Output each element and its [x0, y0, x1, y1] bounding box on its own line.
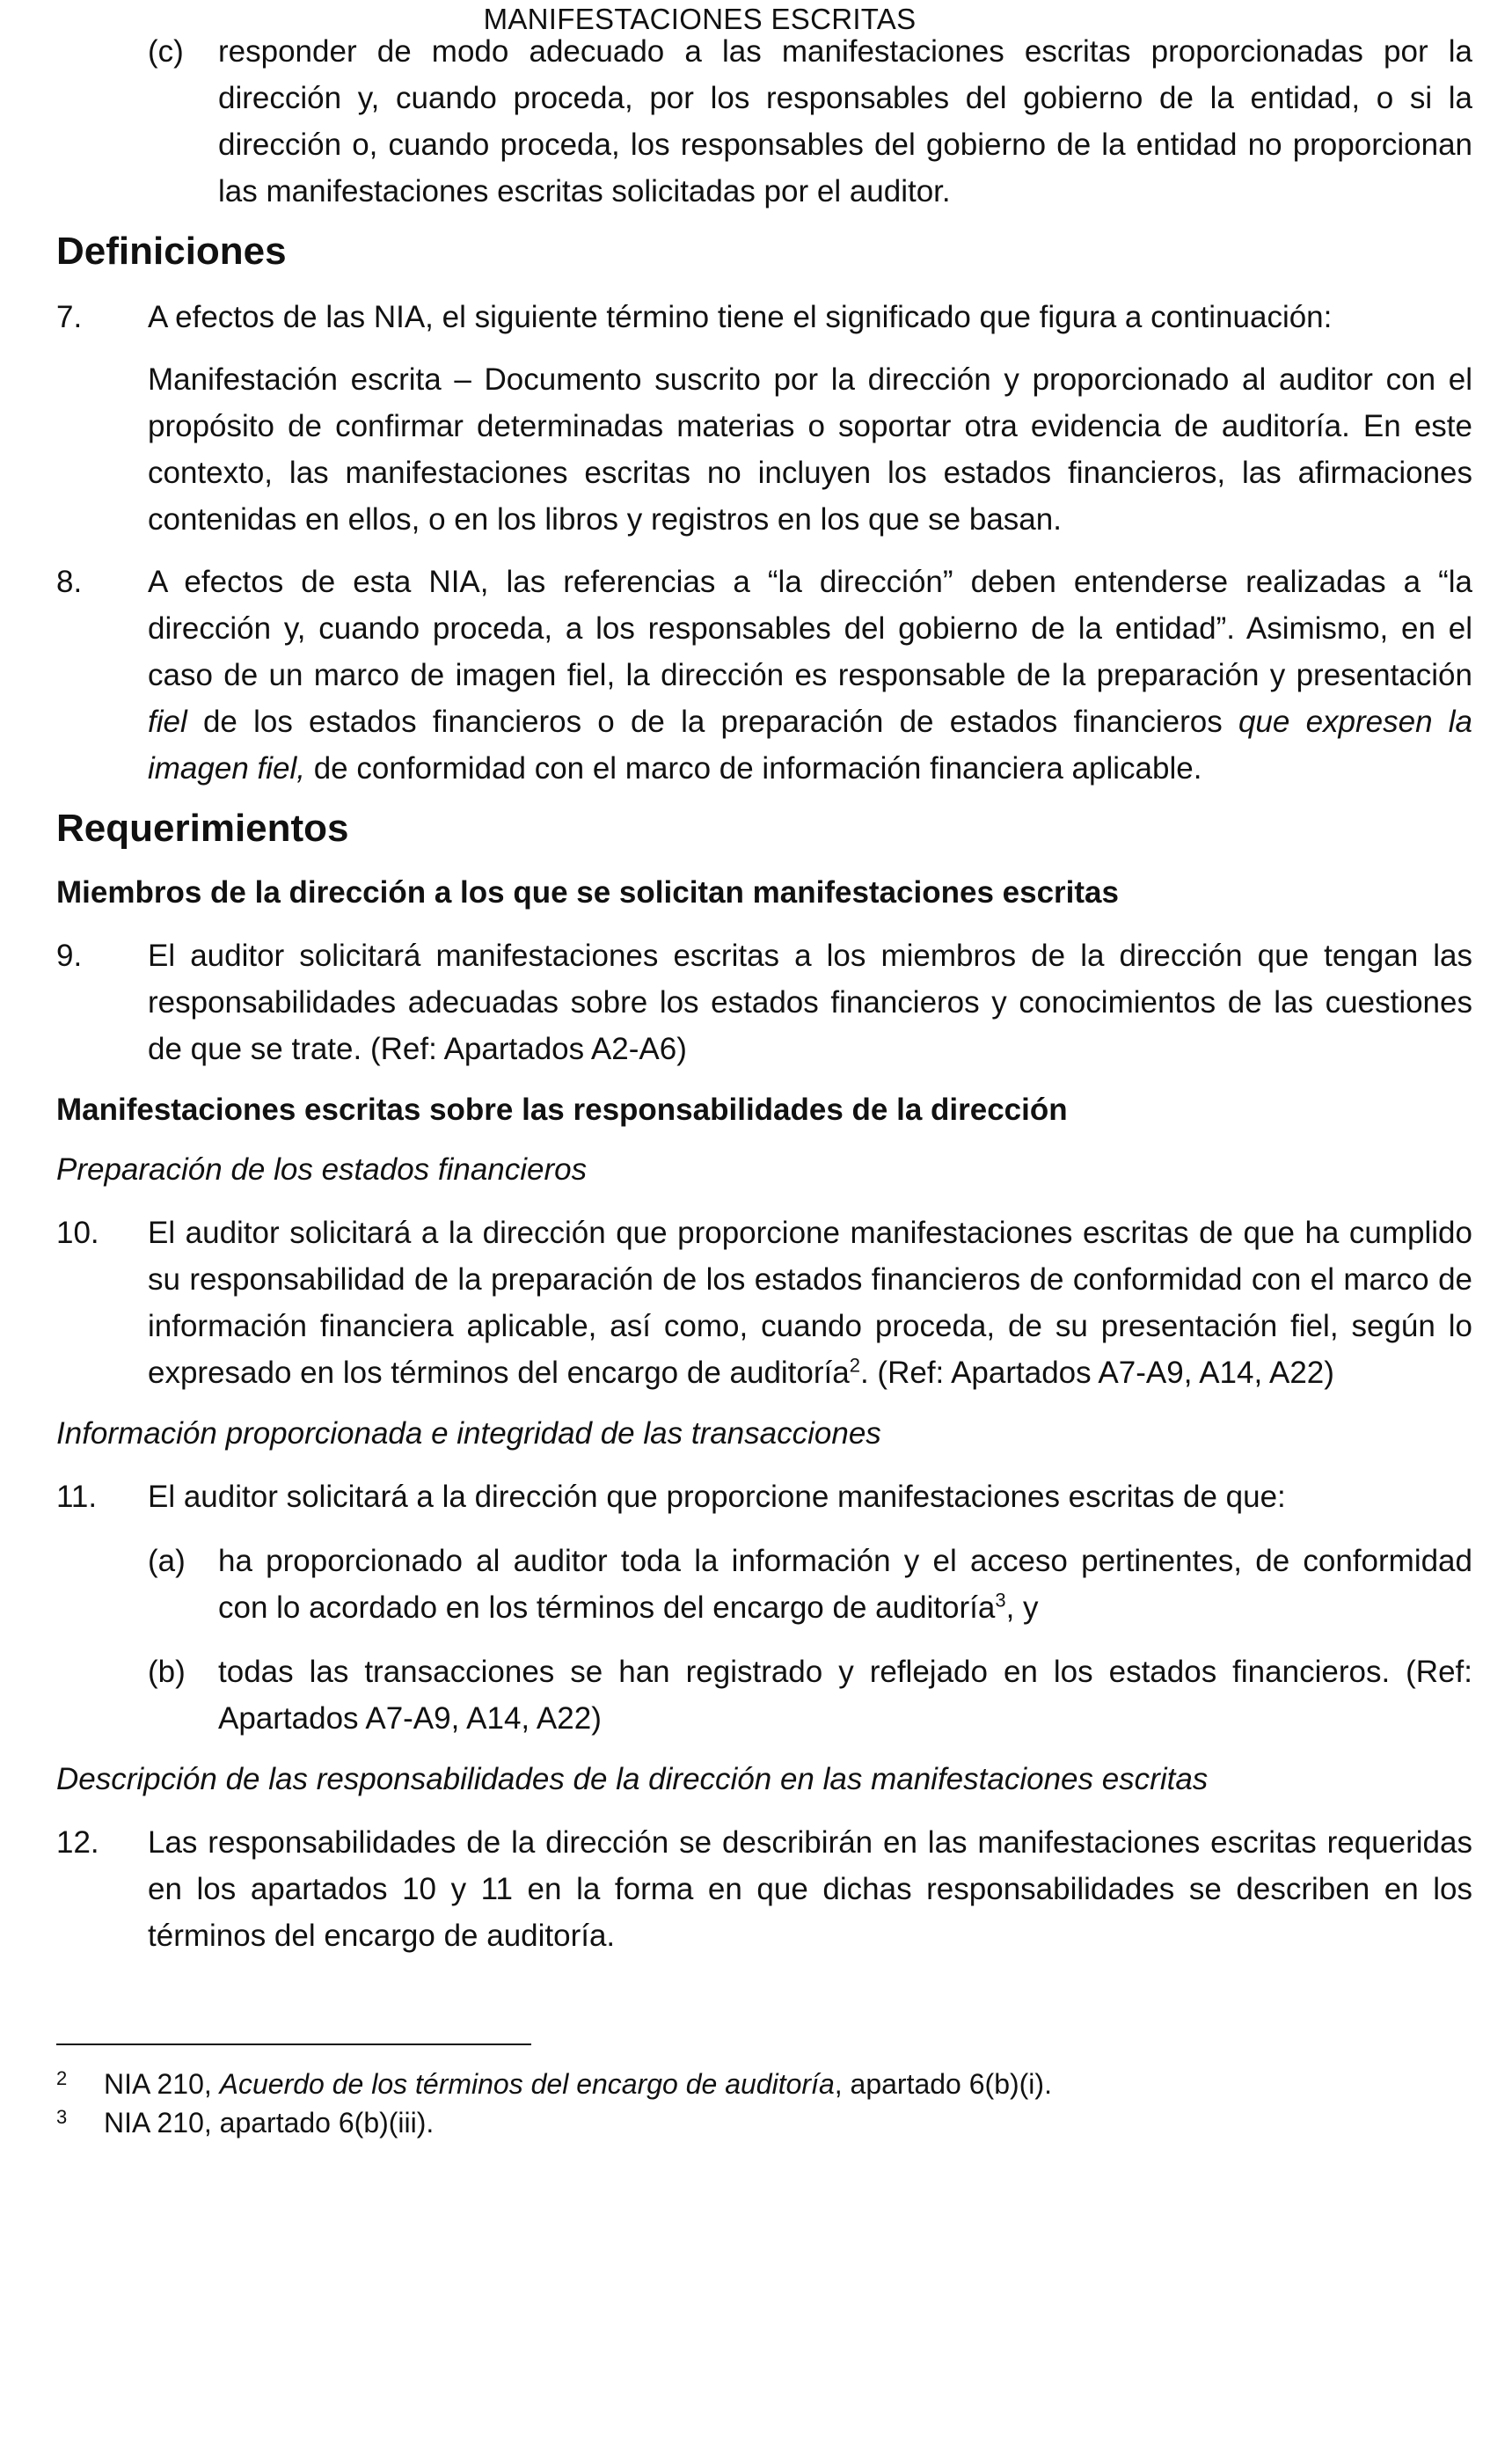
list-item-b — [56, 1649, 1472, 1742]
footnote-ref[interactable]: 2 — [849, 1354, 860, 1377]
list-item-text: responder de modo adecuado a las manifestaciones escritas proporcionadas por la dirección y, cuando proceda, por los responsables del gobierno de la entidad, o si la dirección o, cuando proceda, los responsables del gobierno de la entidad no proporcionan las manifestaciones escritas solicitadas por el auditor. — [218, 34, 1472, 208]
paragraph-text: El auditor solicitará a la dirección que proporcione manifestaciones escritas de que: — [148, 1480, 1286, 1514]
paragraph-8 — [56, 559, 1472, 792]
section-heading-requerimientos: Requerimientos — [56, 807, 349, 850]
italic-term: que expresen la imagen fiel, — [148, 705, 1472, 786]
paragraph-11 — [56, 1473, 1472, 1520]
page-body — [56, 0, 1472, 2142]
list-item-text: ha proporcionado al auditor toda la información y el acceso pertinentes, de conformidad con lo acordado en los términos del encargo de auditoría$^3$, y — [218, 1544, 1472, 1625]
list-label: (a) — [148, 1544, 186, 1578]
subheading-miembros: Miembros de la dirección a los que se solicitan manifestaciones escritas — [56, 875, 1119, 910]
subheading-preparacion: Preparación de los estados financieros — [56, 1152, 588, 1187]
section-heading-definiciones: Definiciones — [56, 230, 287, 273]
paragraph-number: 11. — [56, 1480, 98, 1514]
list-item-c — [56, 28, 1472, 215]
paragraph-number: 10. — [56, 1216, 99, 1250]
paragraph-number: 9. — [56, 939, 83, 973]
list-label: (c) — [148, 34, 184, 69]
paragraph-number: 12. — [56, 1825, 99, 1860]
paragraph-12 — [56, 1819, 1472, 1959]
list-label: (b) — [148, 1655, 186, 1689]
subheading-descripcion: Descripción de las responsabilidades de la dirección en las manifestaciones escritas — [56, 1762, 1209, 1796]
paragraph-7 — [56, 294, 1472, 340]
subheading-responsabilidades: Manifestaciones escritas sobre las responsabilidades de la dirección — [56, 1093, 1068, 1127]
paragraph-9 — [56, 932, 1472, 1072]
paragraph-number: 7. — [56, 300, 83, 334]
italic-term: fiel — [148, 705, 187, 739]
italic-title: Acuerdo de los términos del encargo de auditoría — [219, 2068, 835, 2100]
footnote-number: 3 — [56, 2106, 68, 2128]
footnote-number: 2 — [56, 2067, 68, 2089]
footnote-3: 3 NIA 210, apartado 6(b)(iii). — [56, 2103, 1472, 2142]
footnote-divider — [56, 2044, 531, 2045]
list-item-text: todas las transacciones se han registrado y reflejado en los estados financieros. (Ref: Apartados A7-A9, A14, A22) — [218, 1655, 1472, 1736]
subheading-informacion: Información proporcionada e integridad de las transacciones — [56, 1416, 881, 1451]
paragraph-text: A efectos de las NIA, el siguiente término tiene el significado que figura a continuación: — [148, 300, 1333, 334]
paragraph-10 — [56, 1210, 1472, 1396]
paragraph-text: Las responsabilidades de la dirección se describirán en las manifestaciones escritas requeridas en los apartados 10 y 11 en la forma en que dichas responsabilidades se describen en los términos del encargo de auditoría. — [148, 1825, 1472, 1953]
running-header: MANIFESTACIONES ESCRITAS — [483, 3, 917, 35]
paragraph-text: El auditor solicitará a la dirección que proporcione manifestaciones escritas de que ha cumplido su responsabilidad de la preparación de los estados financieros de conformidad con el marco de información financiera aplicable, así como, cuando proceda, de su presentación fiel, según lo expresado en los términos del encargo de auditoría$^2$. (Ref: Apartados A7-A9, A14, A22) — [148, 1216, 1472, 1390]
footnote-2: 2 NIA 210, Acuerdo de los términos del encargo de auditoría, apartado 6(b)(i). — [56, 2065, 1472, 2103]
list-item-a — [56, 1538, 1472, 1631]
definition-block: Manifestación escrita – Documento suscrito por la dirección y proporcionado al auditor con el propósito de confirmar determinadas materias o soportar otra evidencia de auditoría. En este contexto, las manifestaciones escritas no incluyen los estados financieros, las afirmaciones contenidas en ellos, o en los libros y registros en los que se basan. — [148, 362, 1472, 537]
footnote-ref[interactable]: 3 — [995, 1589, 1006, 1612]
paragraph-text: El auditor solicitará manifestaciones escritas a los miembros de la dirección que tengan las responsabilidades adecuadas sobre los estados financieros y conocimientos de las cuestiones de que se trate. (Ref: Apartados A2-A6) — [148, 939, 1472, 1066]
paragraph-number: 8. — [56, 565, 83, 599]
paragraph-text: A efectos de esta NIA, las referencias a “la dirección” deben entenderse realizadas a “la dirección y, cuando proceda, a los responsables del gobierno de la entidad”. Asimismo, en el caso de un marco de imagen fiel, la dirección es responsable de la preparación y presentación fiel de los estados financieros o de la preparación de estados financieros que expresen la imagen fiel, de conformidad con el marco de información financiera aplicable. — [148, 565, 1472, 786]
